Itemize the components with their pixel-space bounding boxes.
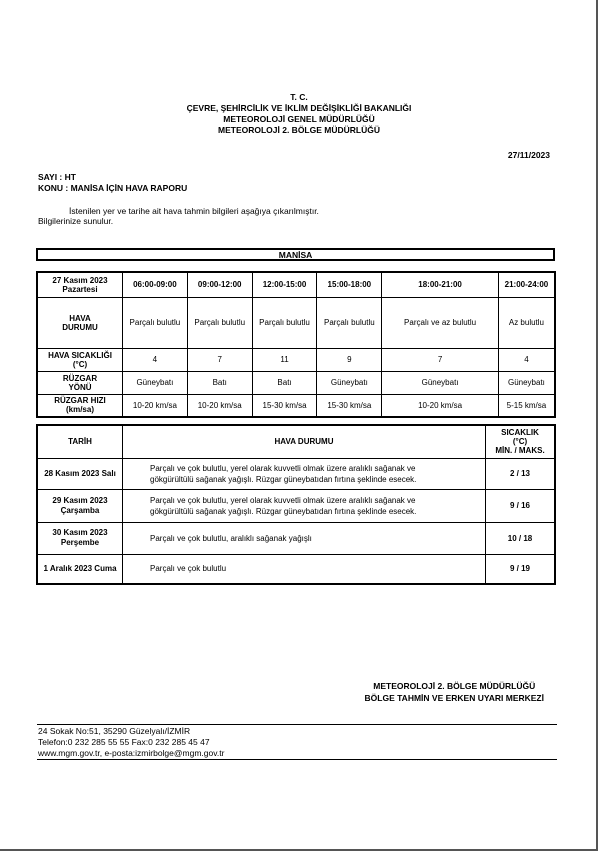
- daily-date: 28 Kasım 2023 Salı: [37, 458, 123, 489]
- hourly-forecast-table: [36, 271, 556, 418]
- time-slot-header: 18:00-21:00: [382, 272, 499, 297]
- footer-web: www.mgm.gov.tr, e-posta:izmirbolge@mgm.gov.tr: [38, 748, 225, 758]
- daily-outlook-table: [36, 424, 556, 585]
- wind-direction-cell: Güneybatı: [123, 371, 188, 394]
- condition-cell: Parçalı bulutlu: [252, 297, 317, 348]
- daily-row: [37, 489, 555, 522]
- condition-cell: Parçalı bulutlu: [317, 297, 382, 348]
- signature-line-2: BÖLGE TAHMİN VE ERKEN UYARI MERKEZİ: [364, 693, 544, 703]
- signature-block: [365, 680, 544, 704]
- wind-direction-cell: Güneybatı: [317, 371, 382, 394]
- wind-direction-cell: Güneybatı: [382, 371, 499, 394]
- intro-text-2: Bilgilerinize sunulur.: [38, 216, 114, 226]
- footer-divider: [37, 724, 557, 725]
- daily-date: 1 Aralık 2023 Cuma: [37, 554, 123, 584]
- forecast-day-cell: [37, 272, 123, 297]
- city-banner: [36, 248, 555, 261]
- header-ministry: ÇEVRE, ŞEHİRCİLİK VE İKLİM DEĞİŞİKLİĞİ BAKANLIĞI: [186, 103, 412, 113]
- wind-direction-cell: Batı: [187, 371, 252, 394]
- weather-condition-row: [37, 297, 555, 348]
- footer-address: 24 Sokak No:51, 35290 Güzelyalı/İZMİR: [38, 726, 191, 736]
- weather-column-header: HAVA DURUMU: [123, 425, 486, 458]
- date-column-header: TARİH: [37, 425, 123, 458]
- footer-contact: [38, 726, 224, 759]
- intro-text: İstenilen yer ve tarihe ait hava tahmin bilgileri aşağıya çıkarılmıştır.: [69, 206, 319, 216]
- daily-header-row: [37, 425, 555, 458]
- daily-row: [37, 458, 555, 489]
- wind-direction-cell: Batı: [252, 371, 317, 394]
- temperature-cell: 11: [252, 348, 317, 371]
- wind-speed-cell: 5-15 km/sa: [498, 394, 555, 417]
- header-tc: T. C.: [290, 92, 308, 102]
- footer-divider-bottom: [37, 759, 557, 760]
- temperature-cell: 7: [382, 348, 499, 371]
- daily-weather: Parçalı ve çok bulutlu, aralıklı sağanak yağışlı: [123, 522, 486, 554]
- temperature-column-header: SICAKLIK (°C) MİN. / MAKS.: [486, 425, 556, 458]
- condition-cell: Az bulutlu: [498, 297, 555, 348]
- time-slot-header: 15:00-18:00: [317, 272, 382, 297]
- header-directorate: METEOROLOJİ GENEL MÜDÜRLÜĞÜ: [223, 114, 375, 124]
- forecast-day-name: Pazartesi: [62, 284, 98, 294]
- temperature-cell: 4: [498, 348, 555, 371]
- temperature-cell: 7: [187, 348, 252, 371]
- daily-temperature: 2 / 13: [486, 458, 556, 489]
- wind-speed-cell: 15-30 km/sa: [252, 394, 317, 417]
- row-label: RÜZGAR YÖNÜ: [37, 371, 123, 394]
- condition-cell: Parçalı ve az bulutlu: [382, 297, 499, 348]
- temperature-cell: 4: [123, 348, 188, 371]
- daily-weather: Parçalı ve çok bulutlu: [123, 554, 486, 584]
- time-slot-header: 09:00-12:00: [187, 272, 252, 297]
- header-regional: METEOROLOJİ 2. BÖLGE MÜDÜRLÜĞÜ: [218, 125, 380, 135]
- temperature-cell: 9: [317, 348, 382, 371]
- report-date: 27/11/2023: [507, 150, 550, 160]
- wind-direction-row: [37, 371, 555, 394]
- daily-row: [37, 522, 555, 554]
- forecast-header-row: [37, 272, 555, 297]
- row-label: RÜZGAR HIZI (km/sa): [37, 394, 123, 417]
- daily-weather: Parçalı ve çok bulutlu, yerel olarak kuvvetli olmak üzere aralıklı sağanak ve gökgürültülü sağanak yağışlı. Rüzgar güneybatıdan fırtına şeklinde esecek.: [123, 489, 486, 522]
- wind-speed-cell: 15-30 km/sa: [317, 394, 382, 417]
- row-label: HAVA DURUMU: [37, 297, 123, 348]
- footer-phone: Telefon:0 232 285 55 55 Fax:0 232 285 45 47: [38, 737, 210, 747]
- temperature-row: [37, 348, 555, 371]
- forecast-day-label: 27 Kasım 2023: [52, 275, 108, 285]
- daily-temperature: 9 / 19: [486, 554, 556, 584]
- time-slot-header: 21:00-24:00: [498, 272, 555, 297]
- daily-temperature: 9 / 16: [486, 489, 556, 522]
- wind-speed-row: [37, 394, 555, 417]
- daily-row: [37, 554, 555, 584]
- time-slot-header: 12:00-15:00: [252, 272, 317, 297]
- daily-date: 29 Kasım 2023 Çarşamba: [37, 489, 123, 522]
- signature-line-1: METEOROLOJİ 2. BÖLGE MÜDÜRLÜĞÜ: [373, 681, 536, 691]
- condition-cell: Parçalı bulutlu: [187, 297, 252, 348]
- time-slot-header: 06:00-09:00: [123, 272, 188, 297]
- wind-speed-cell: 10-20 km/sa: [123, 394, 188, 417]
- daily-date: 30 Kasım 2023 Perşembe: [37, 522, 123, 554]
- daily-temperature: 10 / 18: [486, 522, 556, 554]
- condition-cell: Parçalı bulutlu: [123, 297, 188, 348]
- wind-direction-cell: Güneybatı: [498, 371, 555, 394]
- sayi-line: SAYI : HT: [38, 172, 76, 182]
- daily-weather: Parçalı ve çok bulutlu, yerel olarak kuvvetli olmak üzere aralıklı sağanak ve gökgürültülü sağanak yağışlı. Rüzgar güneybatıdan fırtına şeklinde esecek.: [123, 458, 486, 489]
- wind-speed-cell: 10-20 km/sa: [382, 394, 499, 417]
- row-label: HAVA SICAKLIĞI (°C): [37, 348, 123, 371]
- konu-line: KONU : MANİSA İÇİN HAVA RAPORU: [38, 183, 188, 193]
- wind-speed-cell: 10-20 km/sa: [187, 394, 252, 417]
- city-name: MANİSA: [278, 250, 313, 260]
